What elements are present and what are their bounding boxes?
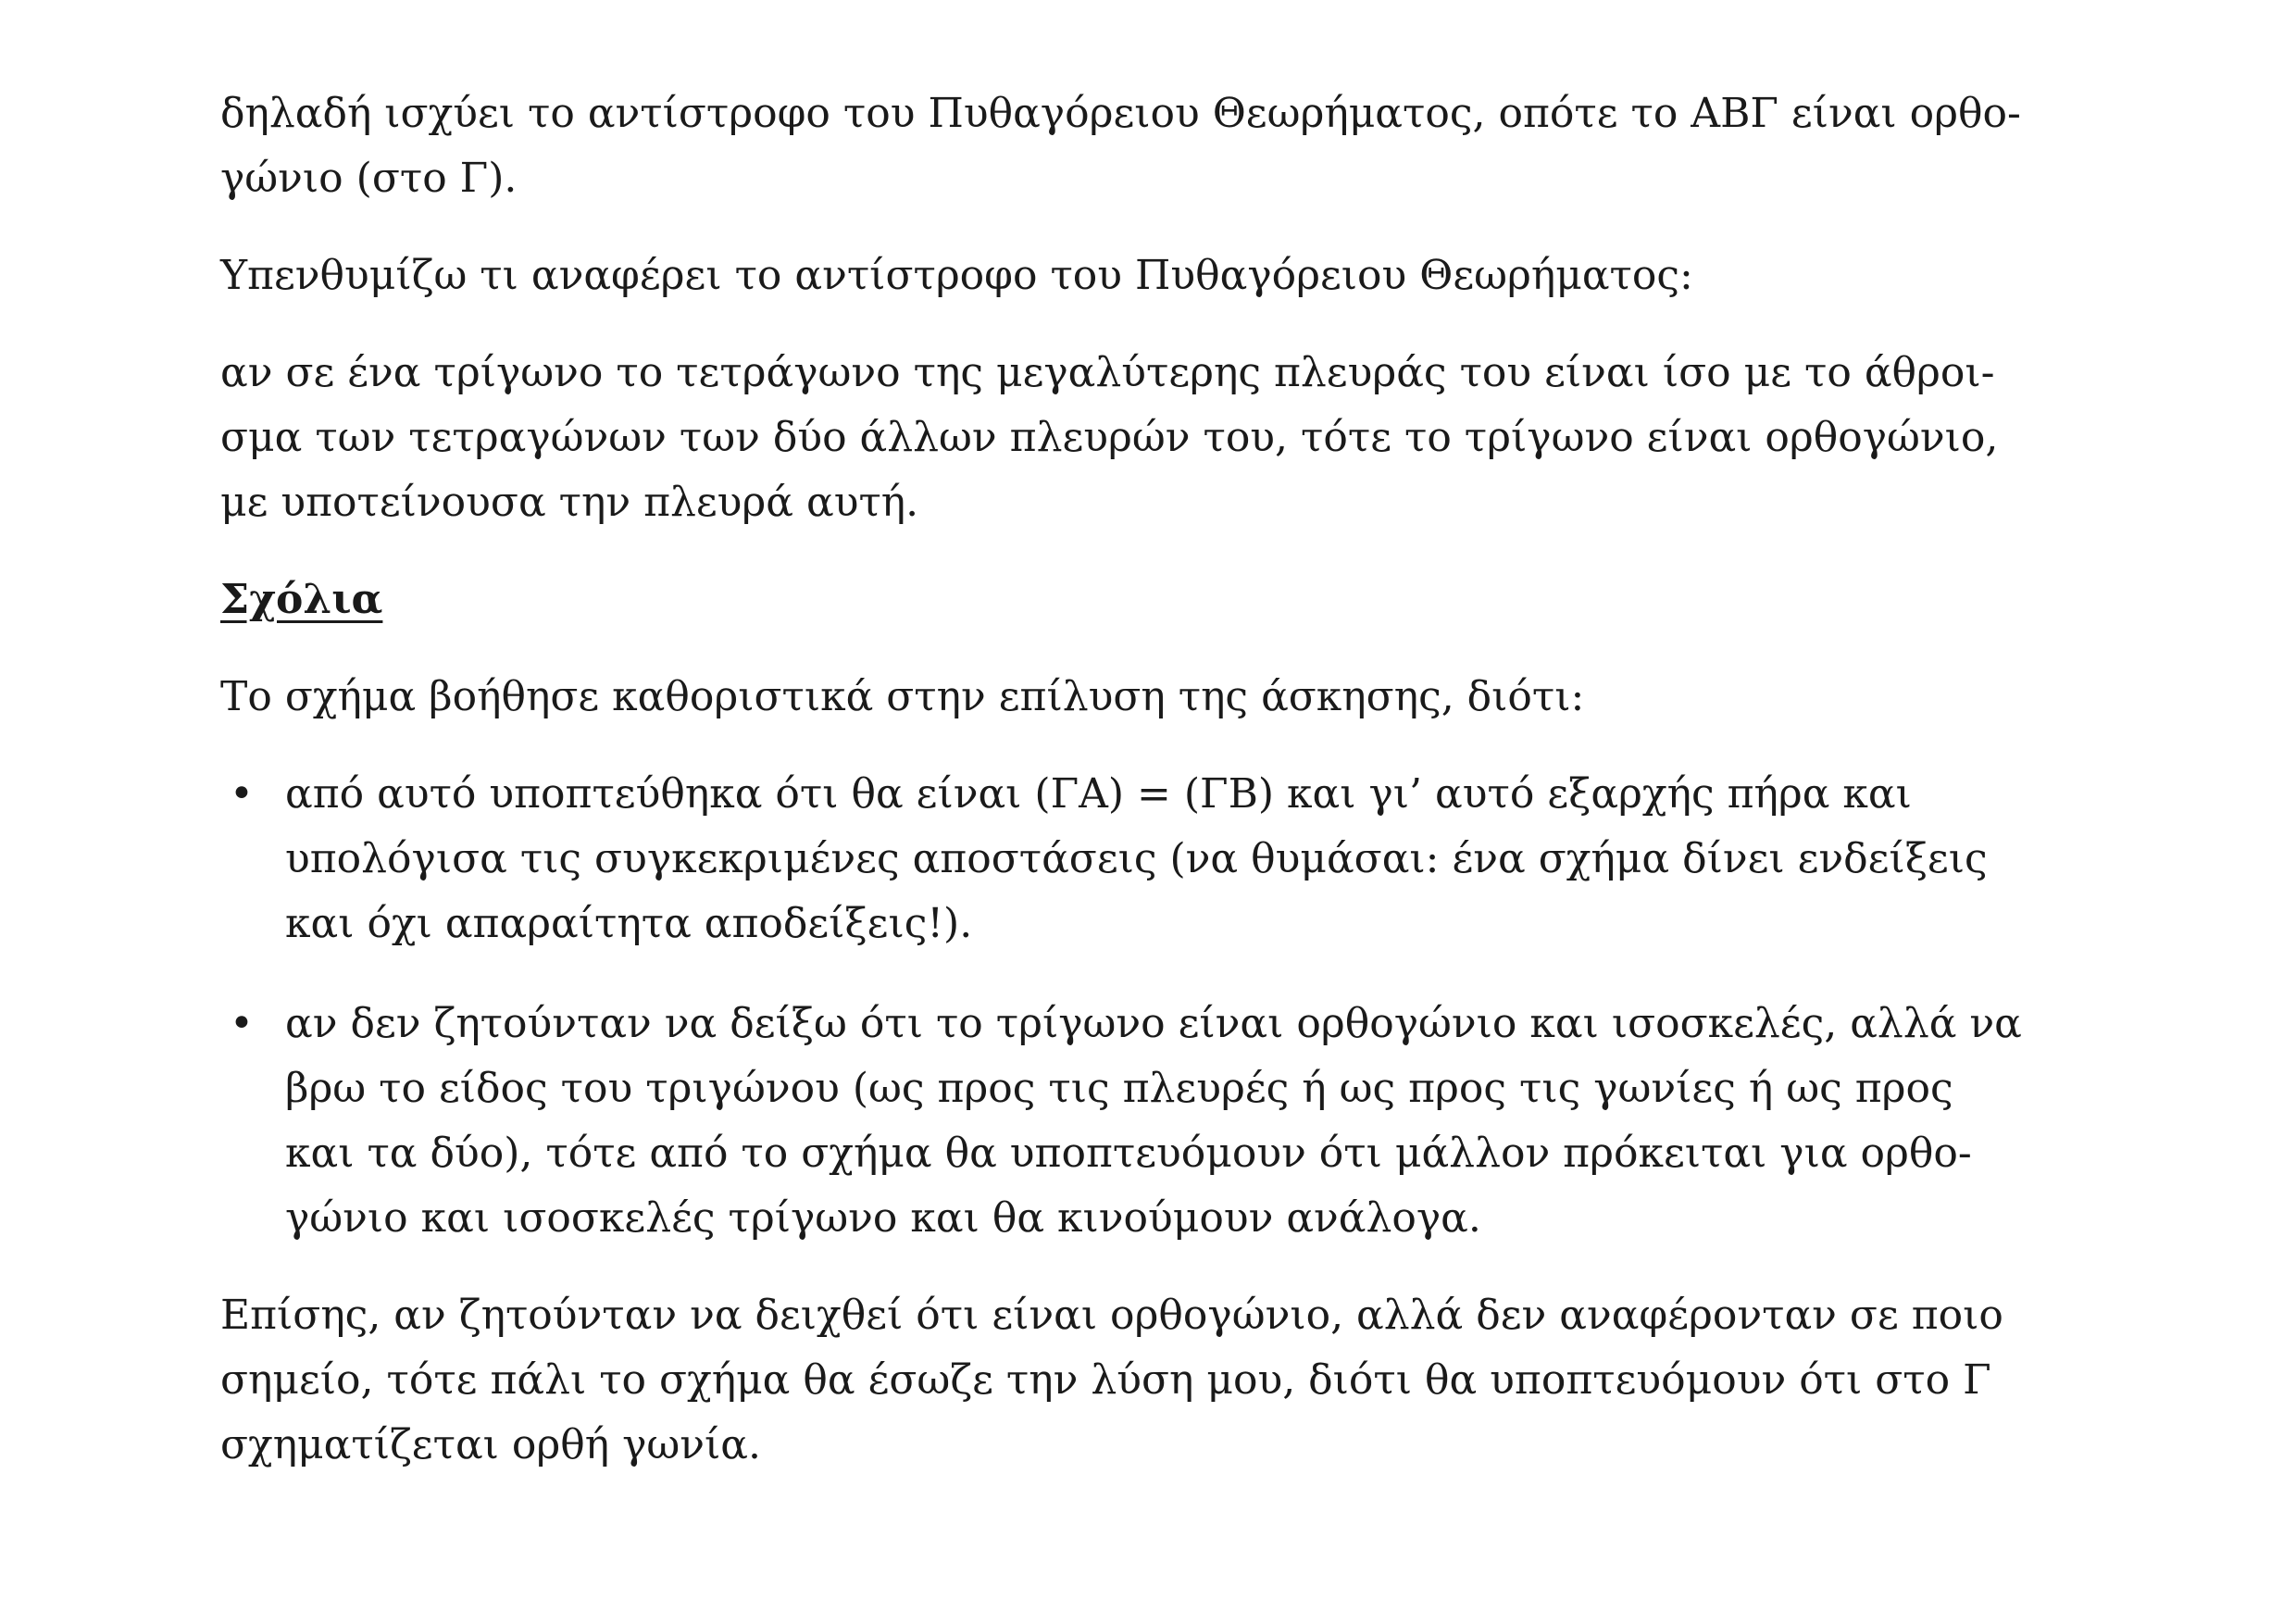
text-line: με υποτείνουσα την πλευρά αυτή. xyxy=(220,479,919,526)
section-heading-comments xyxy=(220,568,2081,632)
document-page xyxy=(220,81,2081,1478)
text-line: σμα των τετραγώνων των δύο άλλων πλευρών του, τότε το τρίγωνο είναι ορθογώνιο, xyxy=(220,414,1999,461)
bullet-icon: • xyxy=(230,1000,254,1047)
text-line: σημείο, τότε πάλι το σχήμα θα έσωζε την λύση μου, διότι θα υποπτευόμουν ότι στο Γ xyxy=(220,1356,1991,1404)
text-line: γώνιο (στο Γ). xyxy=(220,155,518,202)
paragraph-also xyxy=(220,1283,2081,1478)
text-line: από αυτό υποπτεύθηκα ότι θα είναι (ΓΑ) = (ΓΒ) και γι’ αυτό εξαρχής πήρα και xyxy=(285,770,1912,818)
text-line: και τα δύο), τότε από το σχήμα θα υποπτευόμουν ότι μάλλον πρόκειται για ορθο- xyxy=(285,1130,1972,1177)
paragraph-pythagorean-conclusion xyxy=(220,81,2081,211)
paragraph-figure-helped xyxy=(220,665,2081,730)
text-line: αν σε ένα τρίγωνο το τετράγωνο της μεγαλύτερης πλευράς του είναι ίσο με το άθροι- xyxy=(220,349,1995,396)
bullet-item-2 xyxy=(220,992,2081,1251)
paragraph-reminder xyxy=(220,244,2081,308)
text-line: υπολόγισα τις συγκεκριμένες αποστάσεις (να θυμάσαι: ένα σχήμα δίνει ενδείξεις xyxy=(285,835,1988,882)
paragraph-converse-theorem xyxy=(220,341,2081,535)
bullet-icon: • xyxy=(230,770,254,818)
text-line: αν δεν ζητούνταν να δείξω ότι το τρίγωνο είναι ορθογώνιο και ισοσκελές, αλλά να xyxy=(285,1000,2022,1047)
text-line: γώνιο και ισοσκελές τρίγωνο και θα κινούμουν ανάλογα. xyxy=(285,1194,1481,1242)
text-line: βρω το είδος του τριγώνου (ως προς τις πλευρές ή ως προς τις γωνίες ή ως προς xyxy=(285,1065,1953,1112)
text-line: σχηματίζεται ορθή γωνία. xyxy=(220,1421,761,1468)
heading-text: Σχόλια xyxy=(220,576,383,623)
text-line: και όχι απαραίτητα αποδείξεις!). xyxy=(285,900,973,947)
bullet-item-1 xyxy=(220,762,2081,956)
text-line: Υπενθυμίζω τι αναφέρει το αντίστροφο του Πυθαγόρειου Θεωρήματος: xyxy=(220,252,1693,299)
text-line: δηλαδή ισχύει το αντίστροφο του Πυθαγόρειου Θεωρήματος, οπότε το ΑΒΓ είναι ορθο- xyxy=(220,90,2021,137)
text-line: Επίσης, αν ζητούνταν να δειχθεί ότι είναι ορθογώνιο, αλλά δεν αναφέρονταν σε ποιο xyxy=(220,1292,2003,1339)
text-line: Το σχήμα βοήθησε καθοριστικά στην επίλυση της άσκησης, διότι: xyxy=(220,673,1585,720)
